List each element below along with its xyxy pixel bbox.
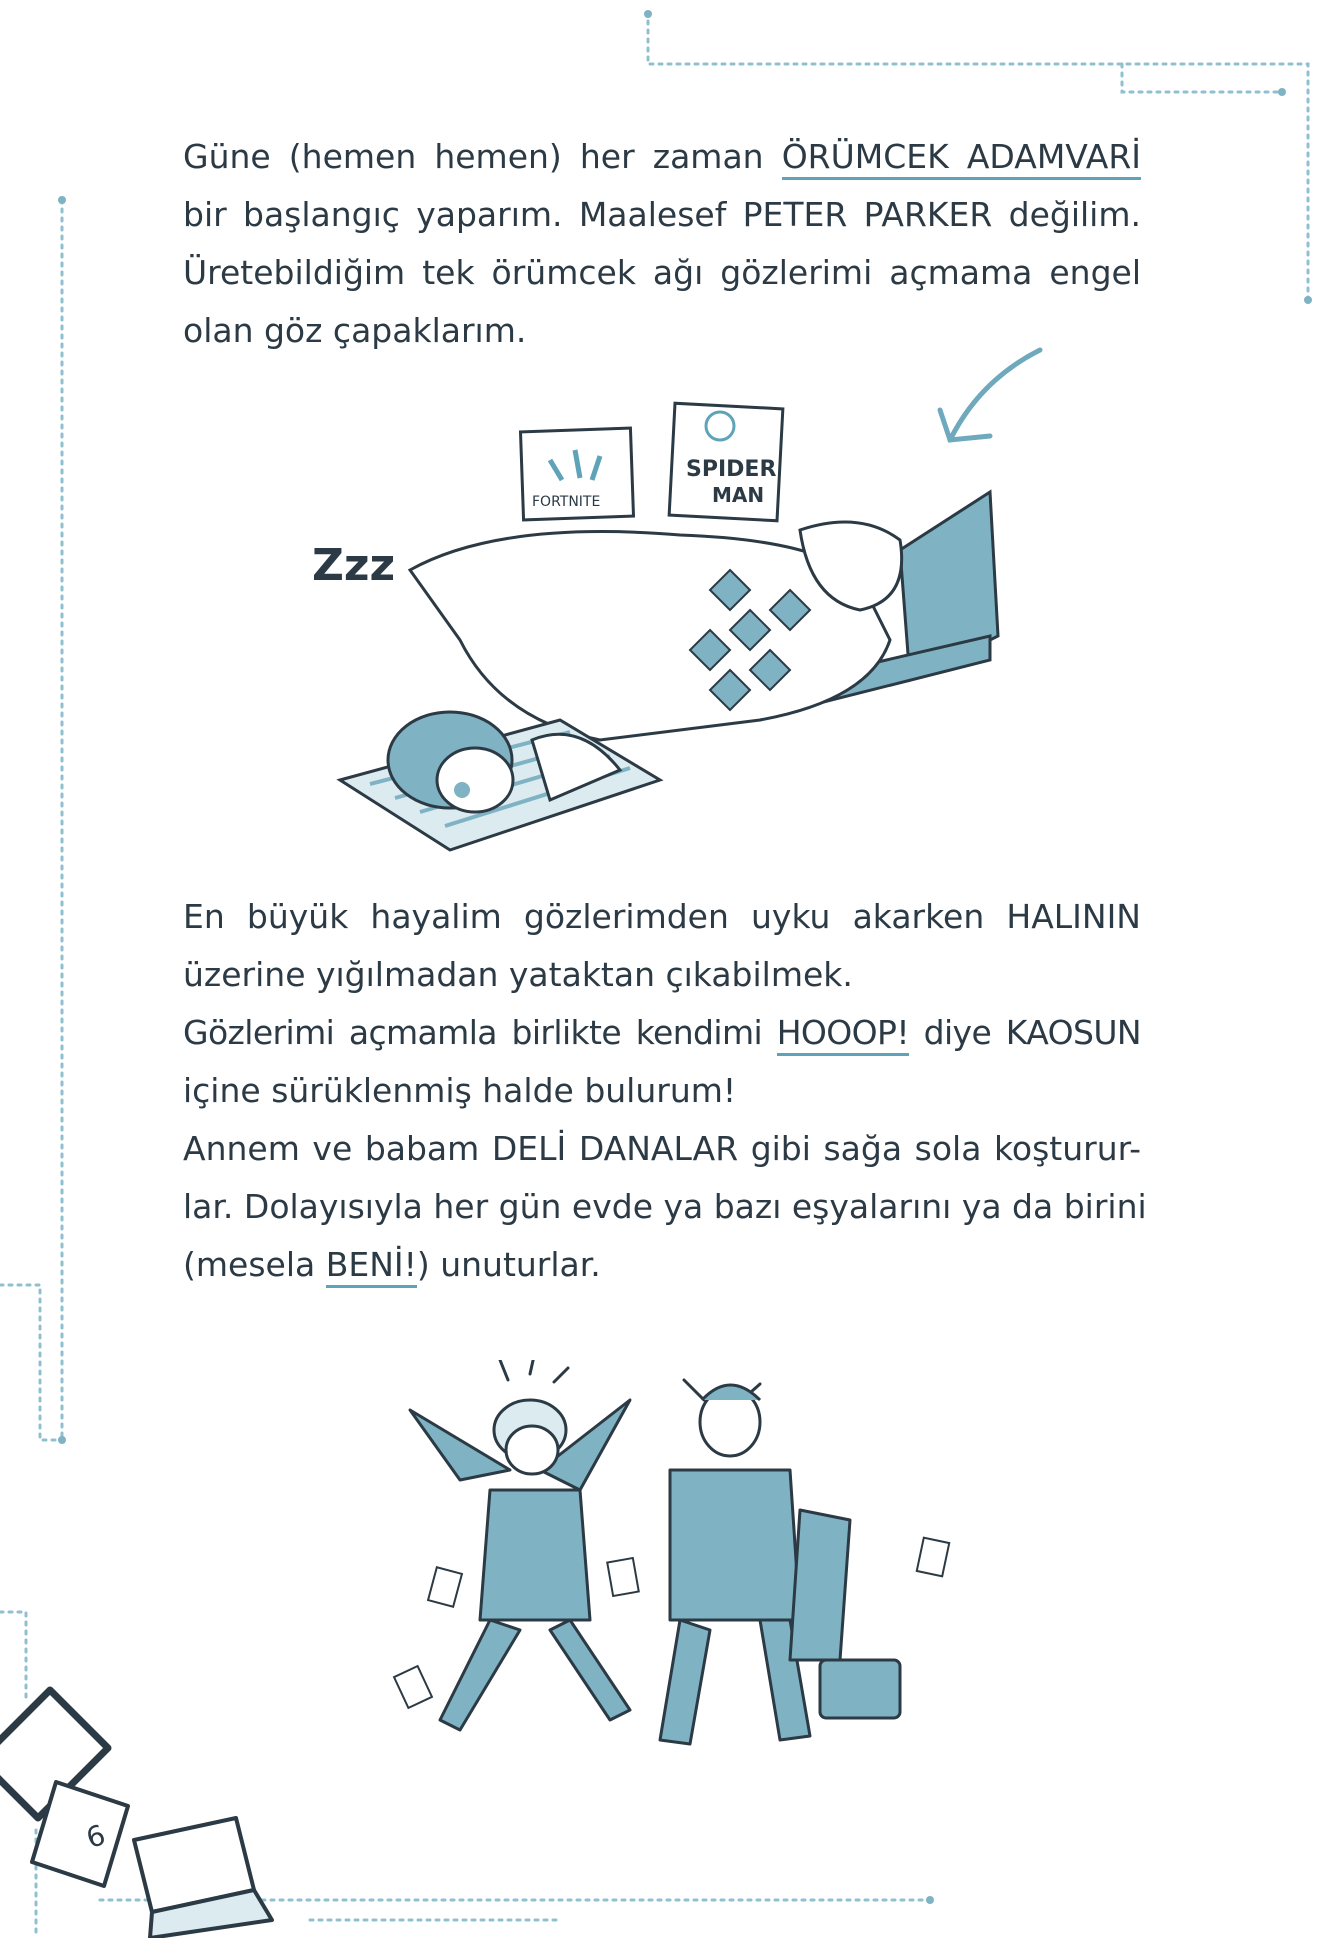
text-line: içine sürüklenmiş halde bulurum! [183, 1071, 737, 1110]
paragraph-1 [183, 128, 1141, 360]
poster-right-text-2: MAN [712, 483, 765, 507]
mother-figure [410, 1400, 630, 1730]
highlight-text: BENİ! [326, 1245, 417, 1288]
poster-left-text: FORTNITE [532, 494, 601, 510]
snore-text: Zzz [312, 540, 396, 591]
text-line: Gözlerimi açmamla birlikte kendimi HOOOP! diye KAOSUN [183, 1004, 1141, 1062]
arrow-icon [940, 350, 1040, 440]
text-line: bir başlangıç yaparım. Maalesef PETER PARKER değilim. [183, 195, 1141, 234]
text-line: üzerine yığılmadan yataktan çıkabilmek. [183, 955, 853, 994]
highlight-text: ÖRÜMCEK ADAMVARİ [782, 137, 1141, 180]
text-line: olan göz çapaklarım. [183, 311, 527, 350]
briefcase-icon [820, 1660, 900, 1718]
rushing-parents-illustration [380, 1360, 980, 1780]
kid-face [437, 748, 513, 812]
poster-right-text-1: SPIDER [686, 457, 777, 482]
highlight-text: HOOOP! [777, 1013, 909, 1056]
text-line: lar. Dolayısıyla her gün evde ya bazı eşyalarını ya da birini [183, 1187, 1147, 1226]
page-number: 6 [82, 1818, 110, 1855]
text-line: (mesela BENİ!) unuturlar. [183, 1236, 1141, 1294]
text-line: Annem ve babam DELİ DANALAR gibi sağa sola koşturur- [183, 1129, 1141, 1168]
text-line: Güne (hemen hemen) her zaman ÖRÜMCEK ADAMVARİ [183, 128, 1141, 186]
text-line: Üretebildiğim tek örümcek ağı gözlerimi açmama engel [183, 253, 1141, 292]
paragraph-2 [183, 888, 1147, 1294]
laptop-icon [134, 1818, 272, 1938]
sleeping-kid-illustration [300, 340, 1060, 860]
text-line: En büyük hayalim gözlerimden uyku akarken HALININ [183, 897, 1141, 936]
